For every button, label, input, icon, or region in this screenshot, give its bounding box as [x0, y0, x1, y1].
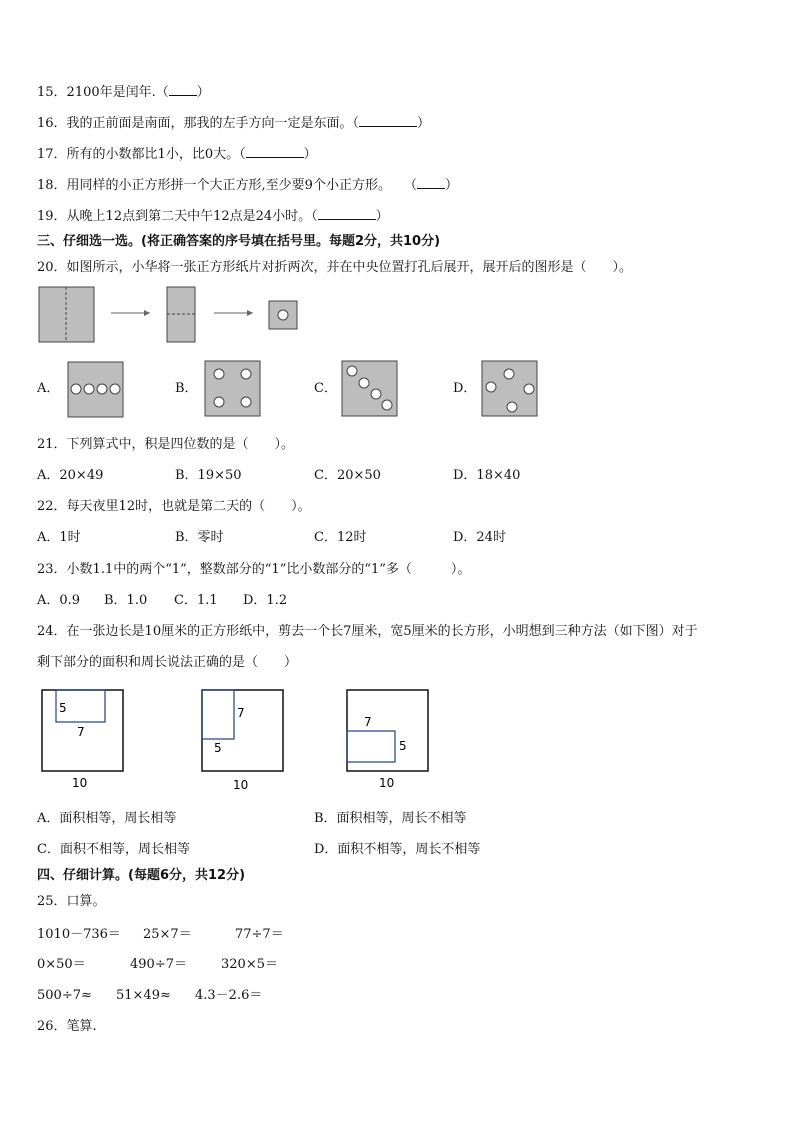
- fig1-width-label: 5: [59, 701, 67, 715]
- q21-option-b[interactable]: B．19×50: [175, 468, 242, 483]
- answer-blank[interactable]: [246, 145, 304, 158]
- q23-option-a[interactable]: A．0.9: [37, 593, 81, 608]
- hole-icon: [507, 402, 517, 412]
- section-title-4: 四、仔细计算。(每题6分，共12分): [37, 868, 246, 883]
- hole-icon: [371, 389, 381, 399]
- answer-blank[interactable]: [169, 83, 197, 96]
- calc-item: 1010－736＝: [37, 927, 121, 942]
- hole-icon: [214, 397, 224, 407]
- fig3-length-label: 7: [364, 715, 372, 729]
- q23-option-c[interactable]: C．1.1: [174, 593, 218, 608]
- fig2-length-label: 7: [237, 706, 245, 720]
- option-a-label[interactable]: A．: [37, 381, 60, 396]
- arrowhead-icon: [144, 310, 150, 316]
- hole-icon: [504, 369, 514, 379]
- hole-icon: [347, 366, 357, 376]
- calc-item: 490÷7＝: [130, 957, 187, 972]
- question-19: 19．从晚上12点到第二天中午12点是24小时。（ ）: [37, 209, 389, 224]
- cut-figure-3: [347, 690, 428, 790]
- q22-option-d[interactable]: D．24时: [453, 530, 506, 545]
- half-folded-paper: [167, 287, 195, 342]
- calc-item: 51×49≈: [116, 988, 171, 1003]
- question-24-stem: 24．在一张边长是10厘米的正方形纸中，剪去一个长7厘米，宽5厘米的长方形，小明想到三种方法（如下图）对于: [37, 624, 698, 639]
- question-24-stem-cont: 剩下部分的面积和周长说法正确的是（ ）: [37, 655, 298, 670]
- q21-option-a[interactable]: A．20×49: [37, 468, 104, 483]
- option-b-figure[interactable]: [205, 361, 260, 416]
- fig1-length-label: 7: [77, 725, 85, 739]
- question-22-stem: 22．每天夜里12时，也就是第二天的（ ）。: [37, 499, 311, 514]
- hole-icon: [97, 384, 107, 394]
- fig2-side-label: 10: [233, 778, 249, 792]
- question-16: 16．我的正前面是南面，那我的左手方向一定是东面。（ ）: [37, 116, 431, 131]
- q24-option-a[interactable]: A．面积相等，周长相等: [37, 811, 177, 826]
- cut-rectangle: [202, 690, 234, 739]
- section-title-3: 三、仔细选一选。(将正确答案的序号填在括号里。每题2分，共10分): [37, 234, 441, 249]
- hole-icon: [241, 369, 251, 379]
- q20-figures: [0, 280, 793, 430]
- hole-icon: [382, 400, 392, 410]
- fig3-width-label: 5: [399, 739, 407, 753]
- q23-option-b[interactable]: B．1.0: [104, 593, 148, 608]
- hole-icon: [84, 384, 94, 394]
- calc-item: 77÷7＝: [235, 927, 284, 942]
- cut-rectangle: [347, 731, 395, 762]
- q23-option-d[interactable]: D．1.2: [243, 593, 288, 608]
- option-c-figure[interactable]: [342, 361, 397, 416]
- calc-item: 25×7＝: [143, 927, 192, 942]
- option-a-figure[interactable]: [68, 362, 123, 417]
- option-d-figure[interactable]: [482, 361, 537, 416]
- fig3-side-label: 10: [379, 776, 395, 790]
- question-26-stem: 26．笔算.: [37, 1019, 97, 1034]
- cut-figure-2: [202, 690, 283, 792]
- question-18: 18．用同样的小正方形拼一个大正方形,至少要9个小正方形。 （ ）: [37, 178, 458, 193]
- q22-option-b[interactable]: B．零时: [175, 530, 224, 545]
- q21-option-d[interactable]: D．18×40: [453, 468, 521, 483]
- q24-option-c[interactable]: C．面积不相等，周长相等: [37, 842, 190, 857]
- calc-item: 4.3－2.6＝: [195, 988, 263, 1003]
- hole-icon: [71, 384, 81, 394]
- calc-item: 320×5＝: [221, 957, 278, 972]
- q24-option-b[interactable]: B．面积相等，周长不相等: [314, 811, 467, 826]
- question-17: 17．所有的小数都比1小，比0大。（ ）: [37, 147, 317, 162]
- question-23-stem: 23．小数1.1中的两个“1”，整数部分的“1”比小数部分的“1”多（ ）。: [37, 562, 471, 577]
- answer-blank[interactable]: [359, 114, 417, 127]
- answer-blank[interactable]: [318, 207, 376, 220]
- answer-blank[interactable]: [417, 176, 445, 189]
- big-square: [202, 690, 283, 771]
- question-15: 15．2100年是闰年.（ ）: [37, 85, 210, 100]
- hole-icon: [110, 384, 120, 394]
- q24-figures: [0, 680, 793, 800]
- hole-icon: [359, 378, 369, 388]
- q22-option-c[interactable]: C．12时: [314, 530, 367, 545]
- cut-figure-1: [42, 690, 123, 790]
- q21-option-c[interactable]: C．20×50: [314, 468, 381, 483]
- folding-sequence: [39, 287, 297, 342]
- hole-icon: [524, 384, 534, 394]
- fig1-side-label: 10: [72, 776, 88, 790]
- fig2-width-label: 5: [214, 741, 222, 755]
- q22-option-a[interactable]: A．1时: [37, 530, 81, 545]
- arrowhead-icon: [247, 310, 253, 316]
- calc-item: 0×50＝: [37, 957, 86, 972]
- option-b-label[interactable]: B．: [175, 381, 198, 396]
- question-21-stem: 21．下列算式中，积是四位数的是（ ）。: [37, 437, 295, 452]
- q24-option-d[interactable]: D．面积不相等，周长不相等: [314, 842, 481, 857]
- punched-hole-icon: [278, 310, 288, 320]
- hole-icon: [486, 382, 496, 392]
- hole-icon: [214, 369, 224, 379]
- question-25-stem: 25．口算。: [37, 894, 106, 909]
- question-20-stem: 20．如图所示，小华将一张正方形纸片对折两次，并在中央位置打孔后展开，展开后的图形是（ ）。: [37, 260, 633, 275]
- hole-icon: [241, 397, 251, 407]
- option-d-label[interactable]: D．: [453, 381, 477, 396]
- option-c-label[interactable]: C．: [314, 381, 337, 396]
- calc-item: 500÷7≈: [37, 988, 92, 1003]
